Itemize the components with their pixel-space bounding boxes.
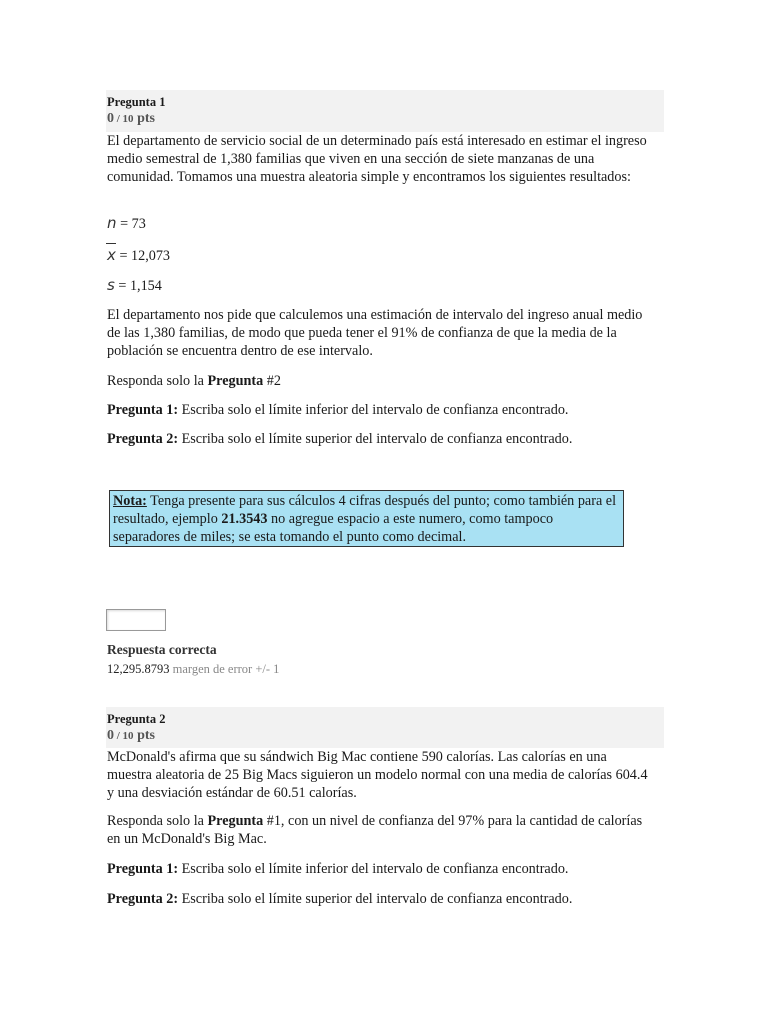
question-2-points [107,728,155,744]
question-1-sub-1 [107,401,655,419]
points-total: / 10 [114,730,134,742]
sub-2-text: Escriba solo el límite superior del intervalo de confianza encontrado. [178,431,573,447]
sample-std-line [107,276,162,295]
points-score: 0 [107,728,114,743]
sub-2-label: Pregunta 2: [107,431,179,447]
sample-size-line [107,214,146,233]
question-1-respond-line [107,372,655,390]
x-value: 12,073 [131,248,171,264]
answer-input[interactable] [106,609,166,631]
note-box [109,490,624,547]
sub-1-text: Escriba solo el límite inferior del intervalo de confianza encontrado. [178,402,569,418]
correct-answer-value [107,662,279,677]
s-value: 1,154 [129,278,162,294]
question-1-statement: El departamento de servicio social de un determinado país está interesado en estimar el ingreso medio semestral de 1,380 familias que viven en una sección de siete manzanas de una comunidad. Tomamos una muestra aleatoria simple y encontramos los siguientes resultados: [107,133,647,185]
correct-answer-title: Respuesta correcta [107,642,217,657]
note-example: 21.3543 [221,511,268,527]
question-1-instruction: El departamento nos pide que calculemos una estimación de intervalo del ingreso anual medio de las 1,380 familias, de modo que pueda tener el 91% de confianza de que la media de la población se encuentra dentro de ese intervalo. [107,307,643,359]
points-unit: pts [133,728,155,743]
respond-bold: Pregunta [207,813,264,829]
question-2-sub-2 [107,890,655,908]
question-1-points [107,111,155,127]
points-score: 0 [107,111,114,126]
sub-2-label: Pregunta 2: [107,891,179,907]
sample-mean-line [107,246,170,265]
x-bar-variable: x [107,246,116,264]
points-total: / 10 [114,113,134,125]
question-2-sub-1 [107,860,655,878]
respond-bold: Pregunta [207,373,264,389]
question-2-title: Pregunta 2 [107,712,166,726]
n-value: 73 [131,216,146,232]
note-label: Nota: [113,493,147,509]
correct-answer-number: 12,295.8793 [107,662,170,676]
note-text-1: Tenga presente para sus cálculos 4 cifras después del punto; como también para el resultado, ejemplo [113,493,617,527]
x-equals: = [115,248,131,264]
question-1-header [106,90,664,132]
question-2-respond-line [107,812,655,848]
n-variable: n [107,214,117,232]
respond-suffix: #2 [263,373,281,389]
sub-1-label: Pregunta 1: [107,861,179,877]
respond-prefix: Responda solo la [107,813,208,829]
sub-1-label: Pregunta 1: [107,402,179,418]
respond-prefix: Responda solo la [107,373,208,389]
sub-1-text: Escriba solo el límite inferior del intervalo de confianza encontrado. [178,861,569,877]
question-2-header [106,707,664,748]
s-variable: s [107,276,115,294]
n-equals: = [116,216,132,232]
error-margin: margen de error +/- 1 [169,662,280,676]
respond-suffix: #1, con un nivel de confianza del 97% para la cantidad de calorías en un McDonald's Big Mac. [107,813,643,847]
note-text-2: no agregue espacio a este numero, como tampoco separadores de miles; se esta tomando el punto como decimal. [113,511,554,545]
s-equals: = [114,278,130,294]
sub-2-text: Escriba solo el límite superior del intervalo de confianza encontrado. [178,891,573,907]
question-2-statement: McDonald's afirma que su sándwich Big Mac contiene 590 calorías. Las calorías en una muestra aleatoria de 25 Big Macs siguieron un modelo normal con una media de calorías 604.4 y una desviación estándar de 60.51 calorías. [107,749,648,801]
question-1-sub-2 [107,430,655,448]
question-1-title: Pregunta 1 [107,95,166,109]
points-unit: pts [133,111,155,126]
